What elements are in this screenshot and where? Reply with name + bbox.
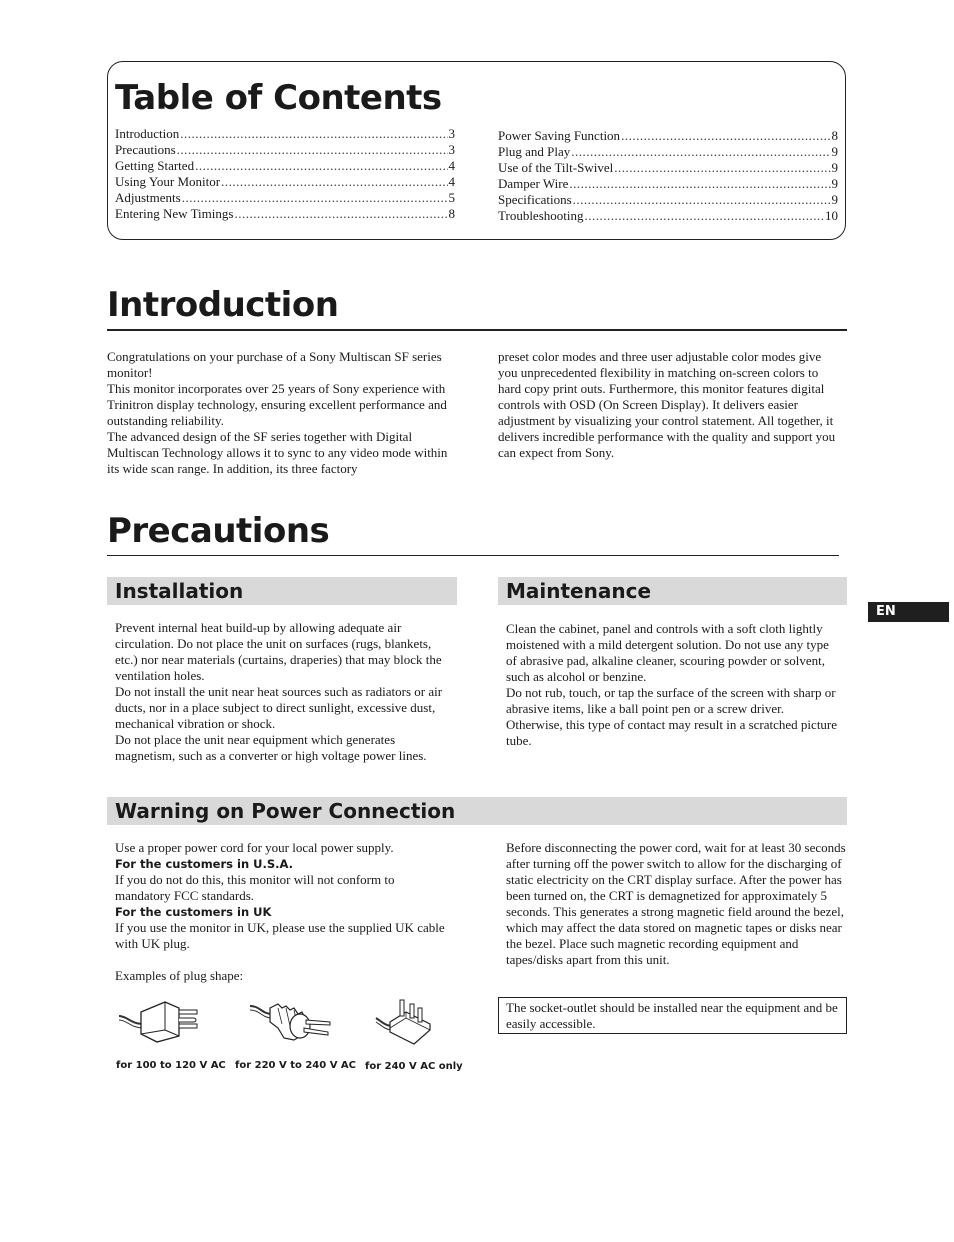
paragraph: If you do not do this, this monitor will not conform to mandatory FCC standards. [115, 872, 395, 903]
plug-caption: for 240 V AC only [365, 1061, 463, 1072]
plug-caption: for 100 to 120 V AC [116, 1060, 226, 1071]
installation-heading: Installation [107, 577, 457, 605]
paragraph: Do not install the unit near heat sources such as radiators or air ducts, nor in a place subject to direct sunlight, excessive dust, mechanical vibration or shock. [115, 684, 443, 731]
paragraph: Use a proper power cord for your local power supply. [115, 840, 394, 855]
toc-entry[interactable]: Entering New Timings ..... 8 [115, 206, 455, 222]
toc-entry[interactable]: Getting Started ..... 4 [115, 158, 455, 174]
language-tab: EN [868, 602, 949, 622]
introduction-rule [107, 329, 847, 331]
introduction-col2 [498, 349, 840, 461]
usa-label: For the customers in U.S.A. [115, 857, 293, 871]
eu-plug-icon [248, 994, 338, 1044]
toc-entry[interactable]: Precautions ..... 3 [115, 142, 455, 158]
toc-entry[interactable]: Specifications ..... 9 [498, 192, 838, 208]
paragraph: If you use the monitor in UK, please use the supplied UK cable with UK plug. [115, 920, 445, 951]
plug-caption: for 220 V to 240 V AC [235, 1060, 356, 1071]
socket-outlet-note: The socket-outlet should be installed near the equipment and be easily accessible. [498, 997, 847, 1034]
us-plug-icon [117, 994, 207, 1044]
toc-entry[interactable]: Power Saving Function ..... 8 [498, 128, 838, 144]
paragraph: The advanced design of the SF series together with Digital Multiscan Technology allows it to sync to any video mode within its wide scan range. In addition, its three factory [107, 429, 448, 476]
introduction-heading: Introduction [107, 285, 339, 325]
toc-entry[interactable]: Damper Wire ..... 9 [498, 176, 838, 192]
toc-entry[interactable]: Plug and Play ..... 9 [498, 144, 838, 160]
power-warning-left [115, 840, 453, 984]
uk-label: For the customers in UK [115, 905, 272, 919]
paragraph: Do not rub, touch, or tap the surface of the screen with sharp or abrasive items, like a ball point pen or a screw driver. Otherwise, this type of contact may result in a scratched picture tube. [506, 685, 838, 748]
installation-text [115, 620, 453, 764]
toc-title: Table of Contents [115, 78, 442, 118]
uk-plug-icon [372, 994, 436, 1050]
toc-entry[interactable]: Introduction ..... 3 [115, 126, 455, 142]
precautions-rule [107, 555, 839, 556]
toc-entry[interactable]: Adjustments ..... 5 [115, 190, 455, 206]
toc-right-column [498, 128, 838, 224]
power-warning-right [506, 840, 846, 968]
power-warning-heading: Warning on Power Connection [107, 797, 847, 825]
paragraph: Prevent internal heat build-up by allowing adequate air circulation. Do not place the unit on surfaces (rugs, blankets, etc.) nor near materials (curtains, draperies) that may block the ventilation holes. [115, 620, 442, 683]
paragraph: Congratulations on your purchase of a Sony Multiscan SF series monitor! [107, 349, 442, 380]
paragraph: Clean the cabinet, panel and controls with a soft cloth lightly moistened with a mild detergent solution. Do not use any type of abrasive pad, alkaline cleaner, scouring powder or solvent, such as alcohol or benzine. [506, 621, 829, 684]
paragraph: This monitor incorporates over 25 years of Sony experience with Trinitron display technology, ensuring excellent performance and outstanding reliability. [107, 381, 447, 428]
precautions-heading: Precautions [107, 511, 330, 551]
toc-left-column [115, 126, 455, 222]
paragraph: preset color modes and three user adjustable color modes give you unprecedented flexibility in matching on-screen colors to hard copy print outs. Furthermore, this monitor features digital controls with OSD (On Screen Display). It delivers easier adjustment by visualizing your control statement. All together, it delivers incredible performance with the quality and support you can expect from Sony. [498, 349, 836, 460]
toc-entry[interactable]: Using Your Monitor ..... 4 [115, 174, 455, 190]
paragraph: Before disconnecting the power cord, wait for at least 30 seconds after turning off the power switch to allow for the discharging of static electricity on the CRT display surface. After the power has been turned on, the CRT is demagnetized for approximately 5 seconds. This generates a strong magnetic field around the bezel, which may affect the data stored on magnetic tapes or disks near the bezel. Place such magnetic recording equipment and tapes/disks apart from this unit. [506, 840, 846, 967]
maintenance-heading: Maintenance [498, 577, 847, 605]
paragraph: Do not place the unit near equipment which generates magnetism, such as a converter or high voltage power lines. [115, 732, 427, 763]
toc-entry[interactable]: Use of the Tilt-Swivel ..... 9 [498, 160, 838, 176]
examples-label: Examples of plug shape: [115, 968, 244, 983]
toc-entry[interactable]: Troubleshooting ..... 10 [498, 208, 838, 224]
maintenance-text [506, 621, 838, 749]
introduction-col1 [107, 349, 452, 477]
